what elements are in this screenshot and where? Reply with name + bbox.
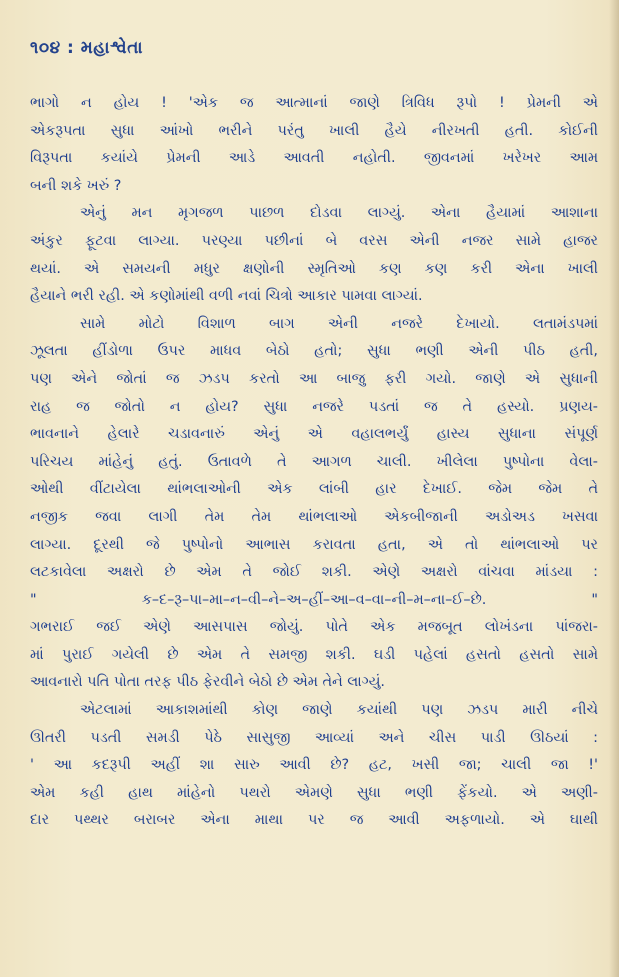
text-line: લાગ્યા. દૂરથી જે પુષ્પોનો આભાસ કરાવતા હતા, એ તો થાંભલાઓ પર xyxy=(30,536,598,553)
text-line: ઓથી વીંટાયેલા થાંભલાઓની એક લાંબી હાર દેખાઈ. જેમ જેમ તે xyxy=(30,481,598,498)
text-line: હૈયાને ભરી રહી. એ કણોમાંથી વળી નવાં ચિત્રો આકાર પામવા લાગ્યાં. xyxy=(30,288,423,305)
text-line: પરિચય માંહેનું હતું. ઉતાવળે તે આગળ ચાલી. ખીલેલા પુષ્પોના વેલા- xyxy=(30,453,598,470)
text-line: ભાવનાને હેલારે ચડાવનારું એનું એ વહાલભર્યું હાસ્ય સુધાના સંપૂર્ણ xyxy=(30,426,598,443)
text-line: ' આ કદરૂપી અહીં શા સારુ આવી છે? હટ, ખસી જા; ચાલી જા !' xyxy=(30,757,598,774)
text-line: સામે મોટો વિશાળ બાગ એની નજરે દેખાયો. લતામંડપમાં xyxy=(80,315,598,332)
text-line: ગભરાઈ જઈ એણે આસપાસ જોયું. પોતે એક મજબૂત લોખંડના પાંજરા- xyxy=(30,619,598,636)
text-line: આવનારો પતિ પોતા તરફ પીઠ ફેરવીને બેઠો છે એમ તેને લાગ્યું. xyxy=(30,674,385,691)
text-line: લટકાવેલા અક્ષરો છે એમ તે જોઈ શકી. એણે અક્ષરો વાંચવા માંડયા : xyxy=(30,564,598,581)
running-header: ૧૦૪ : મહાશ્વેતા xyxy=(30,38,144,58)
page-edge-shadow xyxy=(609,0,619,977)
text-line: એમ કહી હાથ માંહેનો પથરો એમણે સુધા ભણી ફેંકયો. એ અણી- xyxy=(30,784,598,801)
text-line: રાહ જ જોતો ન હોય? સુધા નજરે પડતાં જ તે હસ્યો. પ્રણય- xyxy=(30,398,598,415)
text-line: અંકુર ફૂટવા લાગ્યા. પરણ્યા પછીનાં બે વરસ એની નજર સામે હાજર xyxy=(30,232,598,249)
text-line: " ક–દ–રૂ–પા–મા–ન–વી–ને–અ–હીં–આ–વ–વા–ની–મ–ના–ઈ–છે. " xyxy=(30,591,598,608)
text-line: થયાં. એ સમયની મધુર ક્ષણોની સ્મૃતિઓ કણ કણ કરી એના ખાલી xyxy=(30,260,598,277)
text-line: ઝૂલતા હીંડોળા ઉપર માધવ બેઠો હતો; સુધા ભણી એની પીઠ હતી, xyxy=(30,343,598,360)
text-line: બની શકે ખરું ? xyxy=(30,177,122,194)
text-line: દાર પથ્થર બરાબર એના માથા પર જ આવી અફળાયો. એ ઘાથી xyxy=(30,812,598,829)
text-line: એનું મન મૃગજળ પાછળ દોડવા લાગ્યું. એના હૈયામાં આશાના xyxy=(80,205,598,222)
text-line: માં પુરાઈ ગયેલી છે એમ તે સમજી શકી. ઘડી પહેલાં હસતો હસતો સામે xyxy=(30,646,598,663)
text-line: ભાગો ન હોય ! 'એક જ આત્માનાં જાણે ત્રિવિધ રૂપો ! પ્રેમની એ xyxy=(30,95,598,111)
text-line: નજીક જવા લાગી તેમ તેમ થાંભલાઓ એકબીજાની અડોઅડ ખસવા xyxy=(30,508,598,525)
text-line: ઊતરી પડતી સમડી પેઠે સાસુજી આવ્યાં અને ચીસ પાડી ઊઠયાં : xyxy=(30,729,598,746)
body-text xyxy=(30,90,598,835)
text-line: વિરૂપતા કયાંયે પ્રેમની આડે આવતી નહોતી. જીવનમાં ખરેખર આમ xyxy=(30,150,598,167)
text-line: એટલામાં આકાશમાંથી કોણ જાણે કયાંથી પણ ઝડપ મારી નીચે xyxy=(80,702,598,719)
text-line: પણ એને જોતાં જ ઝડપ કરતો આ બાજુ ફરી ગયો. જાણે એ સુધાની xyxy=(30,370,598,387)
text-line: એકરૂપતા સુધા આંખો ભરીને પરંતુ ખાલી હૈયે નીરખતી હતી. કોઈની xyxy=(30,122,598,139)
